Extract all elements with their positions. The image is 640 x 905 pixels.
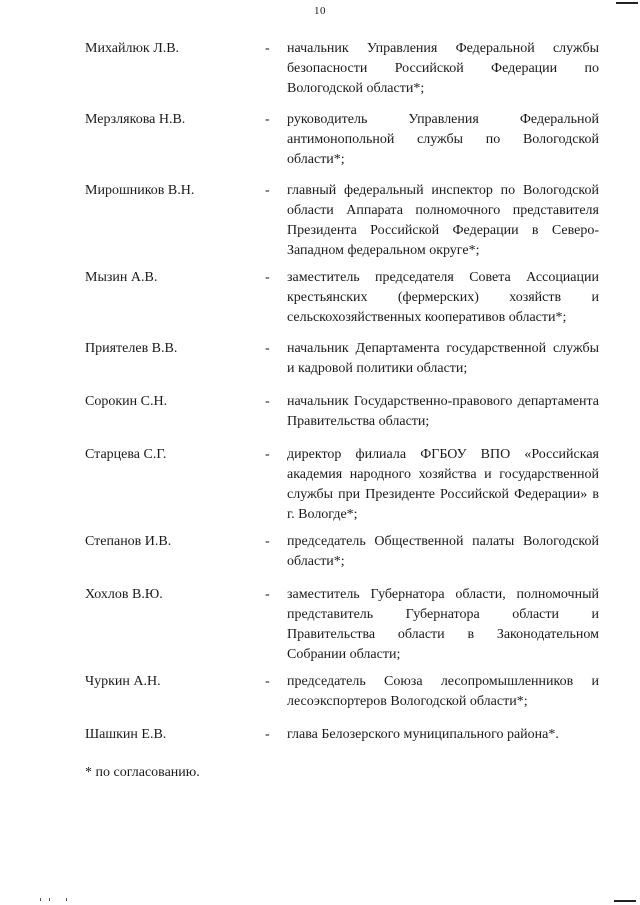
- member-name: Старцева С.Г.: [85, 447, 167, 462]
- scan-edge-mark-bottom: [614, 900, 636, 902]
- member-position: главный федеральный инспектор по Вологодской области Аппарата полномочного представителя Президента Российской Федерации в Северо-Западном федеральном округе*;: [287, 183, 599, 258]
- member-name: Михайлюк Л.В.: [85, 41, 180, 56]
- member-dash: -: [265, 534, 270, 549]
- footnote: * по согласованию.: [85, 765, 200, 780]
- member-name: Шашкин Е.В.: [85, 727, 167, 742]
- member-name: Степанов И.В.: [85, 534, 172, 549]
- scan-edge-marks-bottom-left: [40, 898, 70, 901]
- member-name: Приятелев В.В.: [85, 341, 178, 356]
- page-number: 10: [314, 5, 326, 17]
- member-position: начальник Департамента государственной службы и кадровой политики области;: [287, 341, 599, 376]
- member-dash: -: [265, 727, 270, 742]
- member-position: заместитель Губернатора области, полномочный представитель Губернатора области и Правительства области в Законодательном Собрании области;: [287, 587, 599, 662]
- member-dash: -: [265, 183, 270, 198]
- member-dash: -: [265, 112, 270, 127]
- scan-edge-mark-top: [616, 2, 638, 4]
- member-name: Сорокин С.Н.: [85, 394, 168, 409]
- member-position: начальник Государственно-правового департамента Правительства области;: [287, 394, 599, 429]
- member-name: Мерзлякова Н.В.: [85, 112, 186, 127]
- member-dash: -: [265, 587, 270, 602]
- member-position: начальник Управления Федеральной службы безопасности Российской Федерации по Вологодской области*;: [287, 41, 599, 96]
- member-position: глава Белозерского муниципального района*.: [287, 727, 559, 742]
- member-dash: -: [265, 341, 270, 356]
- member-dash: -: [265, 41, 270, 56]
- member-position: заместитель председателя Совета Ассоциации крестьянских (фермерских) хозяйств и сельскохозяйственных кооперативов области*;: [287, 270, 599, 325]
- member-name: Мызин А.В.: [85, 270, 158, 285]
- member-dash: -: [265, 447, 270, 462]
- member-position: председатель Общественной палаты Вологодской области*;: [287, 534, 599, 569]
- member-dash: -: [265, 394, 270, 409]
- member-position: руководитель Управления Федеральной антимонопольной службы по Вологодской области*;: [287, 112, 599, 167]
- member-dash: -: [265, 674, 270, 689]
- member-name: Чуркин А.Н.: [85, 674, 161, 689]
- member-position: директор филиала ФГБОУ ВПО «Российская академия народного хозяйства и государственной службы при Президенте Российской Федерации» в г. Вологде*;: [287, 447, 599, 522]
- member-dash: -: [265, 270, 270, 285]
- member-name: Мирошников В.Н.: [85, 183, 195, 198]
- member-name: Хохлов В.Ю.: [85, 587, 163, 602]
- member-position: председатель Союза лесопромышленников и лесоэкспортеров Вологодской области*;: [287, 674, 599, 709]
